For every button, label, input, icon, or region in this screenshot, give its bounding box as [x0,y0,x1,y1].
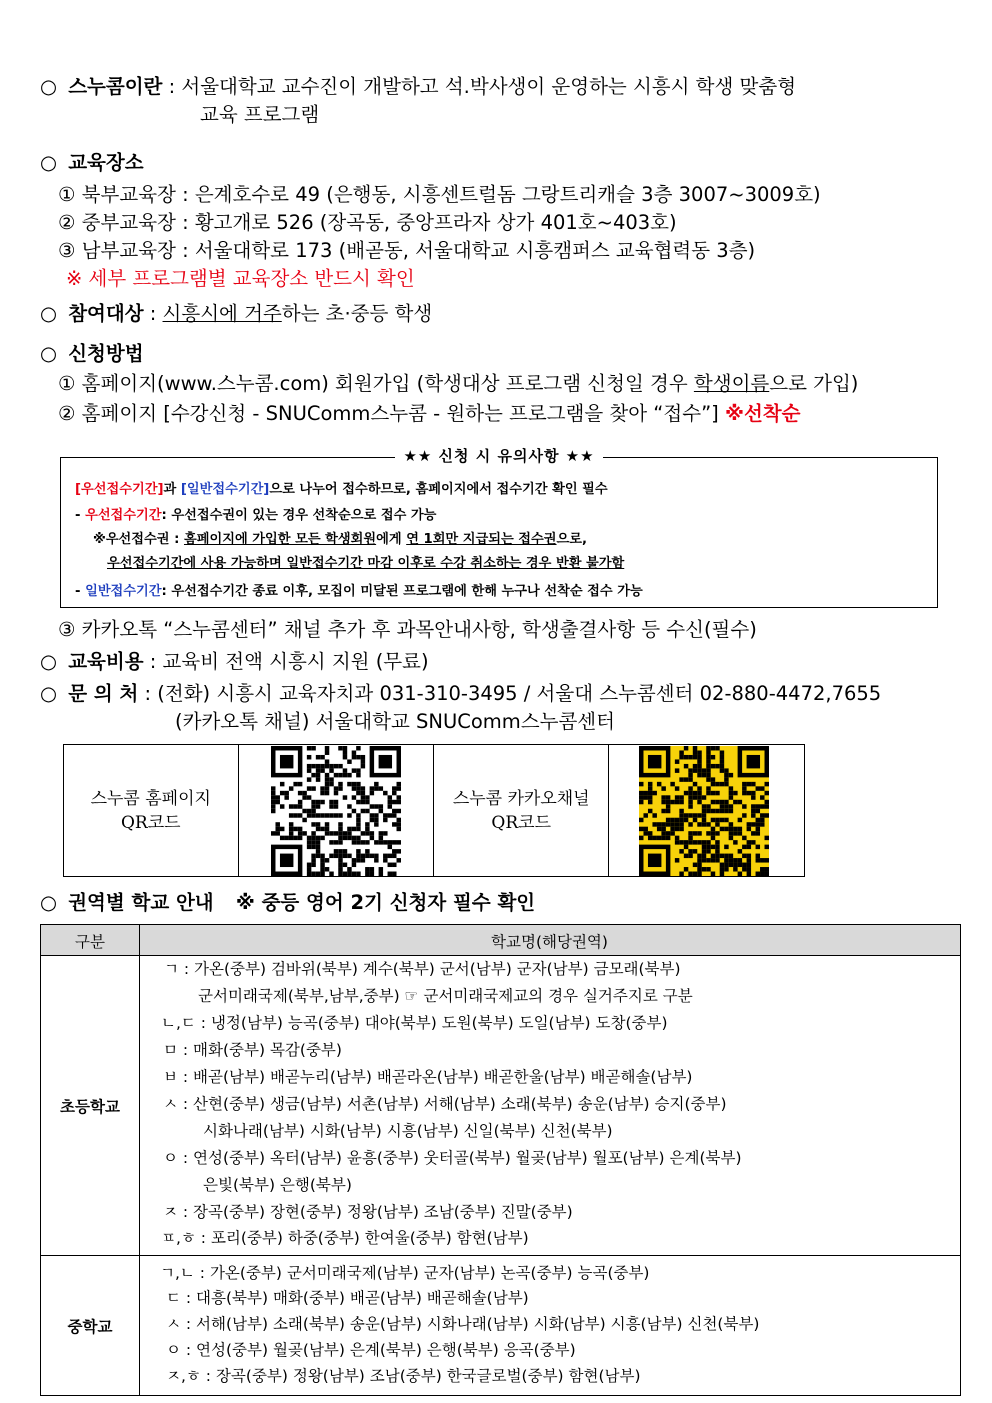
apply-step-1 [58,371,858,397]
circle-bullet-icon: ○ [40,891,58,914]
apply-step-3: ③ 카카오톡 “스누콤센터” 채널 추가 후 과목안내사항, 학생출결사항 등 수신(필수) [58,618,757,641]
elementary-school-line: 은빛(북부) 은행(북부) [203,1176,352,1194]
notice-line-3 [93,530,587,550]
intro-text-1: 서울대학교 교수진이 개발하고 석.박사생이 운영하는 시흥시 학생 맞춤형 [181,75,797,98]
elementary-school-line: ㅁ : 매화(중부) 목감(중부) [163,1041,342,1059]
intro-line1 [40,74,796,100]
notice-dash: - [75,584,86,599]
homepage-qr-label-1: 스누콤 홈페이지 [90,788,211,809]
middle-school-line: ㄱ,ㄴ : 가온(중부) 군서미래국제(남부) 군자(남부) 논곡(중부) 능곡(중부) [160,1264,650,1282]
priority-period-label: 우선접수기간 [85,508,162,523]
intro-text-2: 교육 프로그램 [200,103,320,126]
elementary-school-line: ㄴ,ㄷ : 냉정(남부) 능곡(중부) 대야(북부) 도원(북부) 도일(남부) 도창(중부) [161,1014,668,1032]
notice-text: ※우선접수권 : [93,532,184,547]
elementary-school-line: ㅈ : 장곡(중부) 장현(중부) 정왕(남부) 조남(중부) 진말(중부) [163,1203,573,1221]
elementary-school-line: ㅂ : 배곧(남부) 배곧누리(남부) 배곧라온(남부) 배곧한울(남부) 배곧해솔(남부) [163,1068,693,1086]
qr-table [63,744,805,877]
row-label-elementary: 초등학교 [60,1098,120,1116]
location-item: ③ 남부교육장 : 서울대학로 173 (배곧동, 서울대학교 시흥캠퍼스 교육협력동 3층) [58,239,756,262]
notice-text: 에게 [376,532,407,547]
middle-school-line: ㄷ : 대흥(북부) 매화(중부) 배곧(남부) 배곧해솔(남부) [166,1289,529,1307]
notice-line-5 [75,582,643,602]
location-note: ※ 세부 프로그램별 교육장소 반드시 확인 [66,267,415,290]
contact-phone: (전화) 시흥시 교육자치과 031-310-3495 / 서울대 스누콤센터 02-880-4472,7655 [157,682,882,705]
general-period-tag: [일반접수기간] [180,482,270,497]
apply-label: 신청방법 [68,342,144,365]
cost-line [40,649,429,675]
notice-text: : 우선접수권이 있는 경우 선착순으로 접수 가능 [161,508,437,523]
first-come-badge: ※선착순 [725,402,801,425]
elementary-school-line: ㅅ : 산현(중부) 생금(남부) 서촌(남부) 서해(남부) 소래(북부) 송운(남부) 승지(중부) [163,1095,727,1113]
homepage-qr-icon[interactable] [271,746,401,876]
priority-period-tag: [우선접수기간] [75,482,164,497]
notice-underlined: 홈페이지에 가입한 모든 학생회원 [183,532,377,547]
circle-bullet-icon: ○ [40,75,58,98]
apply-step-1-underlined: 학생이름 [693,372,770,395]
intro-label: 스누콤이란 [68,75,163,98]
school-table [40,924,961,1396]
circle-bullet-icon: ○ [40,650,58,673]
notice-text: 으로, [556,532,588,547]
middle-school-line: ㅇ : 연성(중부) 월곶(남부) 은계(북부) 은행(북부) 응곡(중부) [166,1341,576,1359]
apply-step-2 [58,401,800,427]
kakao-qr-icon[interactable] [639,746,769,876]
locations-label: 교육장소 [68,151,144,174]
contact-kakao: (카카오톡 채널) 서울대학교 SNUComm스누콤센터 [175,710,615,733]
target-underlined: 시흥시에 거주 [162,302,282,325]
circle-bullet-icon: ○ [40,302,58,325]
contact-label: 문 의 처 [68,682,139,705]
cost-sep: : [143,650,163,673]
contact-line-1 [40,681,881,707]
notice-text: 과 [163,482,181,497]
homepage-qr-label-2: QR코드 [120,812,181,833]
kakao-qr-label-1: 스누콤 카카오채널 [452,788,590,809]
schools-title: 권역별 학교 안내 [68,891,214,914]
kakao-qr-label [434,745,610,876]
homepage-qr-label [64,745,239,876]
notice-text: : 우선접수기간 종료 이후, 모집이 미달된 프로그램에 한해 누구나 선착순 접수 가능 [161,584,643,599]
apply-heading [40,341,144,367]
target-label: 참여대상 [68,302,144,325]
col-header-school: 학교명(해당권역) [491,933,608,951]
elementary-school-line: ㅍ,ㅎ : 포리(중부) 하중(중부) 한여울(중부) 함현(남부) [161,1229,529,1247]
general-period-label: 일반접수기간 [85,584,162,599]
notice-line-1 [75,480,608,500]
notice-line-4 [107,554,624,574]
apply-step-1-post: 으로 가입) [769,372,859,395]
location-item: ② 중부교육장 : 황고개로 526 (장곡동, 중앙프라자 상가 401호~403호) [58,211,677,234]
contact-sep: : [138,682,158,705]
elementary-school-line: 군서미래국제(북부,남부,중부) ☞ 군서미래국제교의 경우 실거주지로 구분 [198,987,693,1005]
circle-bullet-icon: ○ [40,342,58,365]
schools-heading [40,890,535,916]
notice-title: ★★ 신청 시 유의사항 ★★ [395,447,602,465]
locations-heading [40,150,144,176]
kakao-qr-label-2: QR코드 [491,812,552,833]
notice-dash: - [75,508,86,523]
apply-step-2-text: ② 홈페이지 [수강신청 - SNUComm스누콤 - 원하는 프로그램을 찾아 “접수”] [58,402,725,425]
circle-bullet-icon: ○ [40,682,58,705]
schools-note: ※ 중등 영어 2기 신청자 필수 확인 [235,891,536,914]
col-header-category: 구분 [75,933,105,951]
elementary-school-line: ㄱ : 가온(중부) 검바위(북부) 계수(북부) 군서(남부) 군자(남부) 금모래(북부) [164,960,681,978]
middle-school-line: ㅅ : 서해(남부) 소래(북부) 송운(남부) 시화나래(남부) 시화(남부) 시흥(남부) 신천(북부) [166,1315,760,1333]
target-rest: 하는 초·중등 학생 [281,302,433,325]
cost-label: 교육비용 [68,650,144,673]
notice-underlined: 우선접수기간에 사용 가능하며 일반접수기간 마감 이후로 수강 취소하는 경우 반환 불가함 [107,556,625,571]
middle-school-line: ㅈ,ㅎ : 장곡(중부) 정왕(남부) 조남(중부) 한국글로벌(중부) 함현(남부) [166,1367,641,1385]
cost-text: 교육비 전액 시흥시 지원 (무료) [162,650,429,673]
homepage-qr-cell [239,745,434,876]
apply-step-1-text: ① 홈페이지(www.스누콤.com) 회원가입 (학생대상 프로그램 신청일 경우 [58,372,694,395]
location-item: ① 북부교육장 : 은계호수로 49 (은행동, 시흥센트럴돔 그랑트리캐슬 3층 3007~3009호) [58,183,821,206]
notice-box [60,447,938,608]
row-label-middle: 중학교 [67,1318,113,1336]
kakao-qr-cell [609,745,804,876]
intro-sep: : [162,75,182,98]
target-line [40,301,432,327]
circle-bullet-icon: ○ [40,151,58,174]
notice-line-2 [75,506,436,526]
notice-underlined: 연 1회만 지급되는 접수권 [406,532,557,547]
target-sep: : [143,302,163,325]
elementary-school-line: 시화나래(남부) 시화(남부) 시흥(남부) 신일(북부) 신천(북부) [203,1122,613,1140]
notice-text: 으로 나누어 접수하므로, 홈페이지에서 접수기간 확인 필수 [269,482,608,497]
elementary-school-line: ㅇ : 연성(중부) 옥터(남부) 윤흥(중부) 웃터골(북부) 월곶(남부) 월포(남부) 은계(북부) [163,1149,742,1167]
